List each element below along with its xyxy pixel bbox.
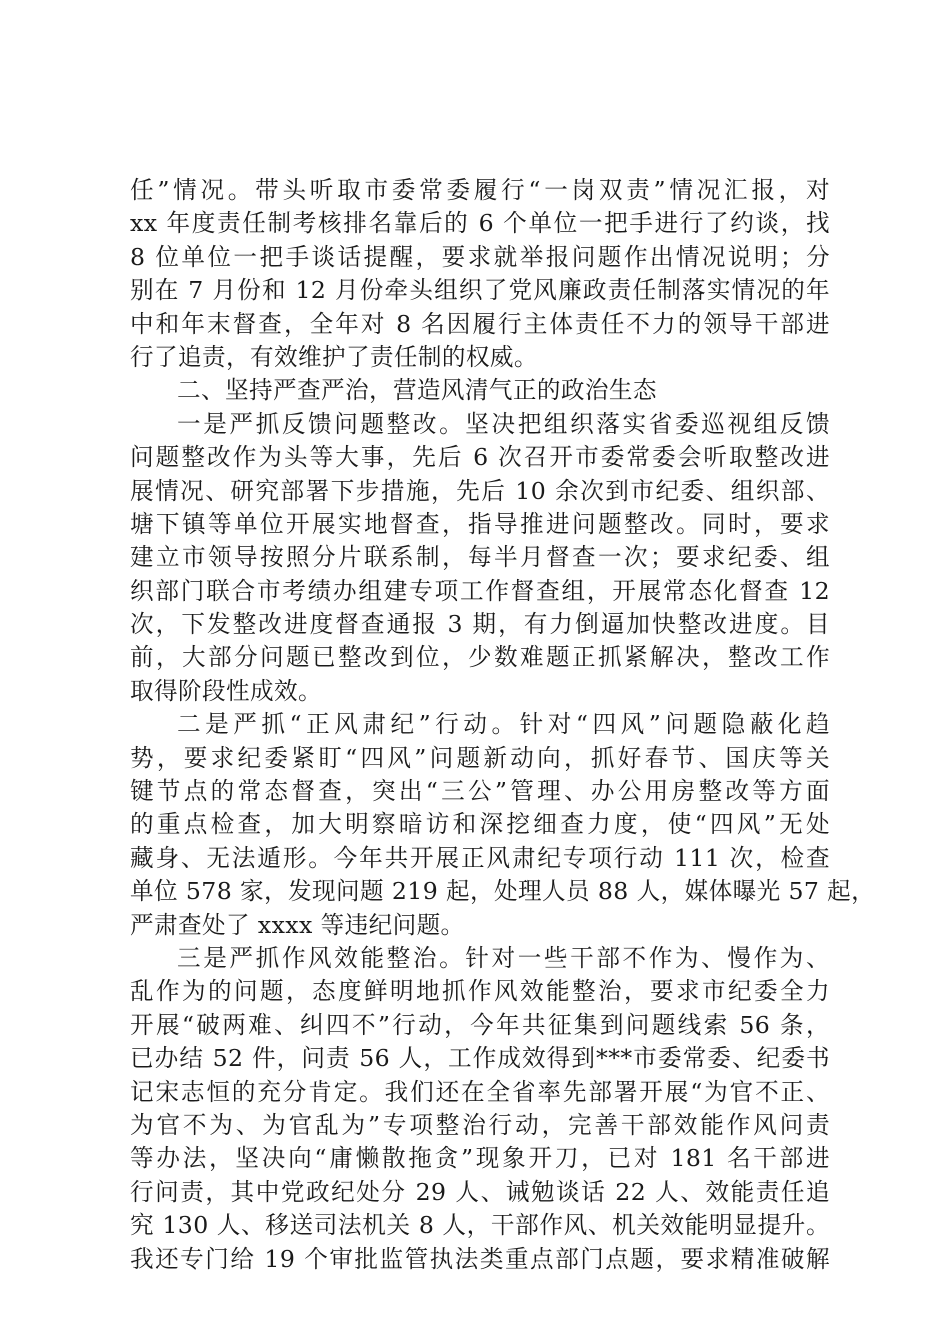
paragraph-line: 已办结 52 件，问责 56 人，工作成效得到***市委常委、纪委书 bbox=[130, 1044, 830, 1073]
paragraph-line: 次，下发整改进度督查通报 3 期，有力倒逼加快整改进度。目 bbox=[130, 610, 830, 639]
paragraph-line: xx 年度责任制考核排名靠后的 6 个单位一把手进行了约谈，找 bbox=[130, 209, 830, 238]
paragraph-line: 为官不为、为官乱为”专项整治行动，完善干部效能作风问责 bbox=[130, 1110, 830, 1139]
paragraph-line: 的重点检查，加大明察暗访和深挖细查力度，使“四风”无处 bbox=[130, 810, 830, 839]
paragraph-line: 藏身、无法遁形。今年共开展正风肃纪专项行动 111 次，检查 bbox=[130, 843, 830, 872]
paragraph-line: 开展“破两难、纠四不”行动，今年共征集到问题线索 56 条， bbox=[130, 1010, 830, 1039]
paragraph-line: 一是严抓反馈问题整改。坚决把组织落实省委巡视组反馈 bbox=[177, 409, 830, 438]
paragraph-line: 势，要求纪委紧盯“四风”问题新动向，抓好春节、国庆等关 bbox=[130, 743, 830, 772]
paragraph-line: 取得阶段性成效。 bbox=[130, 676, 322, 705]
paragraph-line: 展情况、研究部署下步措施，先后 10 余次到市纪委、组织部、 bbox=[130, 476, 830, 505]
paragraph-line: 行问责，其中党政纪处分 29 人、诫勉谈话 22 人、效能责任追 bbox=[130, 1177, 830, 1206]
paragraph-line: 行了追责，有效维护了责任制的权威。 bbox=[130, 342, 538, 371]
paragraph-line: 中和年末督查，全年对 8 名因履行主体责任不力的领导干部进 bbox=[130, 309, 830, 338]
paragraph-line: 别在 7 月份和 12 月份牵头组织了党风廉政责任制落实情况的年 bbox=[130, 276, 830, 305]
paragraph-line: 三是严抓作风效能整治。针对一些干部不作为、慢作为、 bbox=[177, 943, 830, 972]
paragraph-line: 记宋志恒的充分肯定。我们还在全省率先部署开展“为官不正、 bbox=[130, 1077, 830, 1106]
paragraph-line: 二是严抓“正风肃纪”行动。针对“四风”问题隐蔽化趋 bbox=[177, 710, 830, 739]
paragraph-line: 塘下镇等单位开展实地督查，指导推进问题整改。同时，要求 bbox=[130, 509, 830, 538]
paragraph-line: 究 130 人、移送司法机关 8 人，干部作风、机关效能明显提升。 bbox=[130, 1211, 830, 1240]
document-body bbox=[130, 174, 876, 1276]
paragraph-line: 键节点的常态督查，突出“三公”管理、办公用房整改等方面 bbox=[130, 777, 830, 806]
paragraph-line: 任”情况。带头听取市委常委履行“一岗双责”情况汇报，对 bbox=[130, 176, 830, 204]
section-heading: 二、坚持严查严治，营造风清气正的政治生态 bbox=[177, 376, 657, 405]
paragraph-line: 单位 578 家，发现问题 219 起，处理人员 88 人，媒体曝光 57 起， bbox=[130, 877, 876, 906]
paragraph-line: 乱作为的问题，态度鲜明地抓作风效能整治，要求市纪委全力 bbox=[130, 977, 830, 1006]
paragraph-line: 8 位单位一把手谈话提醒，要求就举报问题作出情况说明；分 bbox=[130, 242, 830, 271]
paragraph-line: 前，大部分问题已整改到位，少数难题正抓紧解决，整改工作 bbox=[130, 643, 830, 672]
paragraph-line: 等办法，坚决向“庸懒散拖贪”现象开刀，已对 181 名干部进 bbox=[130, 1144, 830, 1173]
paragraph-line: 严肃查处了 xxxx 等违纪问题。 bbox=[130, 910, 465, 939]
paragraph-line: 问题整改作为头等大事，先后 6 次召开市委常委会听取整改进 bbox=[130, 443, 830, 472]
paragraph-line: 我还专门给 19 个审批监管执法类重点部门点题，要求精准破解 bbox=[130, 1244, 830, 1273]
paragraph-line: 建立市领导按照分片联系制，每半月督查一次；要求纪委、组 bbox=[130, 543, 830, 572]
paragraph-line: 织部门联合市考绩办组建专项工作督查组，开展常态化督查 12 bbox=[130, 576, 830, 605]
